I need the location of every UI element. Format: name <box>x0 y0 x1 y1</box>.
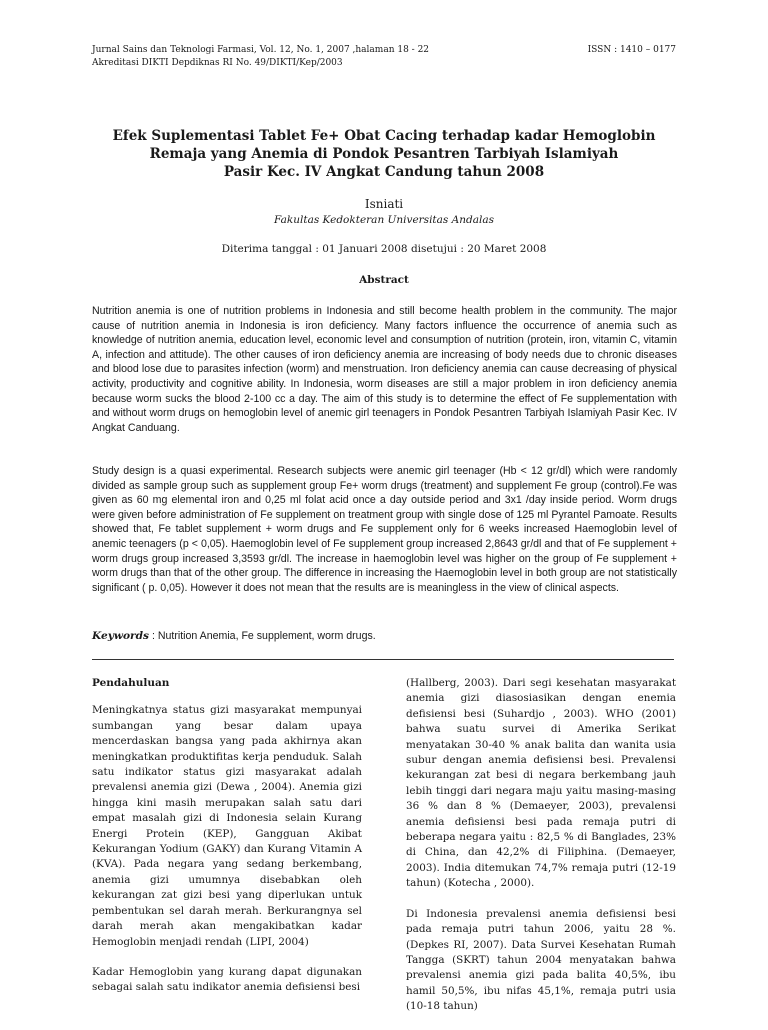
left-column-paragraph-2: Kadar Hemoglobin yang kurang dapat digunakan sebagai salah satu indikator anemia defisiensi besi <box>92 965 362 994</box>
title-line-1: Efek Suplementasi Tablet Fe+ Obat Cacing terhadap kadar Hemoglobin <box>112 128 656 144</box>
section-heading-pendahuluan: Pendahuluan <box>92 677 170 689</box>
abstract-paragraph-1: Nutrition anemia is one of nutrition problems in Indonesia and still become health problem in the community. The major cause of nutrition anemia in Indonesia is iron deficiency. Many factors influence the occurrence of anemia such as knowledge of nutrition anemia, education level, economic level and consumption of nutrition (protein, iron, vitamin C, vitamin A, infection and attitude). The other causes of iron deficiency anemia are increasing of body needs due to chronic diseases and blood lose due to parasites infection (worm) and menstruation. Iron deficiency anemia can cause decreasing of physical activity, productivity and cognitive ability. In Indonesia, worm diseases are still a major problem in iron deficiency anemia because worm sucks the blood 2-100 cc a day. The aim of this study is to determine the effect of Fe supplementation with and without worm drugs on hemoglobin level of anemic girl teenagers in Pondok Pesantren Tarbiyah Islamiyah Pasir Kec. IV Angkat Canduang. <box>92 305 677 434</box>
title-line-3: Pasir Kec. IV Angkat Candung tahun 2008 <box>223 164 545 180</box>
keywords-line <box>92 630 677 642</box>
right-column <box>406 676 676 1030</box>
abstract-paragraph-2: Study design is a quasi experimental. Research subjects were anemic girl teenager (Hb < 12 gr/dl) which were randomly divided as sample group such as supplement group Fe+ worm drugs (treatment) and supplement Fe group (control).Fe was given as 60 mg elemental iron and 0,25 ml folat acid once a day outside period and 3x1 /day inside period. Worm drugs were given before administration of Fe supplement on treatment group with single dose of 125 ml Pyrantel Pamoate. Results showed that, Fe tablet supplement + worm drugs and Fe supplement only for 6 weeks increased Haemoglobin level of anemic teenagers (p < 0,05). Haemoglobin level of Fe supplement group increased 2,8643 gr/dl and that of Fe supplement + worm drugs group increased 3,3593 gr/dl. The increase in haemoglobin level was higher on the group of Fe supplement + worm drugs than that of the other group. The difference in increasing the Haemoglobin level in both group are not statistically significant ( p. 0,05). However it does not mean that the results are is meaningless in the view of clinical aspects. <box>92 465 677 594</box>
keywords-label: Keywords <box>92 630 150 642</box>
abstract-heading: Abstract <box>359 274 409 286</box>
paper-title <box>92 127 676 181</box>
left-column-paragraph-1: Meningkatnya status gizi masyarakat mempunyai sumbangan yang besar dalam upaya mencerdaskan bangsa yang pada akhirnya akan meningkatkan produktifitas kerja penduduk. Salah satu indikator status gizi masyarakat adalah prevalensi anemia gizi (Dewa , 2004). Anemia gizi hingga kini masih merupakan salah satu dari empat masalah gizi di Indonesia selain Kurang Energi Protein (KEP), Gangguan Akibat Kekurangan Yodium (GAKY) dan Kurang Vitamin A (KVA). Pada negara yang sedang berkembang, anemia gizi umumnya disebabkan oleh kekurangan zat gizi besi yang diperlukan untuk pembentukan sel darah merah. Berkurangnya sel darah merah akan mengakibatkan kadar Hemoglobin menjadi rendah (LIPI, 2004) <box>92 704 362 948</box>
section-divider <box>92 659 674 660</box>
author-name: Isniati <box>364 197 404 211</box>
left-column <box>92 676 362 1011</box>
right-column-paragraph-2: Di Indonesia prevalensi anemia defisiensi besi pada remaja putri tahun 2006, yaitu 28 %. (Depkes RI, 2007). Data Survei Kesehatan Rumah Tangga (SKRT) tahun 2004 menyatakan bahwa prevalensi anemia gizi pada balita 40,5%, ibu hamil 50,5%, ibu nifas 45,1%, remaja putri usia (10-18 tahun) <box>406 907 676 1013</box>
right-column-paragraph-1: (Hallberg, 2003). Dari segi kesehatan masyarakat anemia gizi diasosiasikan dengan enemia defisiensi besi (Suhardjo , 2003). WHO (2001) bahwa suatu survei di Amerika Serikat menyatakan 30-40 % anak balita dan wanita usia subur dengan anemia defisiensi besi. Prevalensi kekurangan zat besi di negara berkembang jauh lebih tinggi dari negara maju yaitu masing-masing 36 % dan 8 % (Demaeyer, 2003), prevalensi anemia defisiensi besi pada remaja putri di beberapa negara yaitu : 82,5 % di Banglades, 23% di China, dan 42,2% di Filiphina. (Demaeyer, 2003). India ditemukan 74,7% remaja putri (12-19 tahun) (Kotecha , 2000). <box>406 677 676 890</box>
accreditation-line: Akreditasi DIKTI Depdiknas RI No. 49/DIKTI/Kep/2003 <box>92 58 343 68</box>
title-line-2: Remaja yang Anemia di Pondok Pesantren Tarbiyah Islamiyah <box>149 146 619 162</box>
issn: ISSN : 1410 – 0177 <box>587 45 676 55</box>
submission-dates: Diterima tanggal : 01 Januari 2008 disetujui : 20 Maret 2008 <box>221 243 547 255</box>
journal-citation: Jurnal Sains dan Teknologi Farmasi, Vol. 12, No. 1, 2007 ,halaman 18 - 22 <box>92 45 430 55</box>
keywords-text: : Nutrition Anemia, Fe supplement, worm drugs. <box>149 630 376 642</box>
running-header <box>92 44 676 70</box>
author-affiliation: Fakultas Kedokteran Universitas Andalas <box>274 214 494 226</box>
